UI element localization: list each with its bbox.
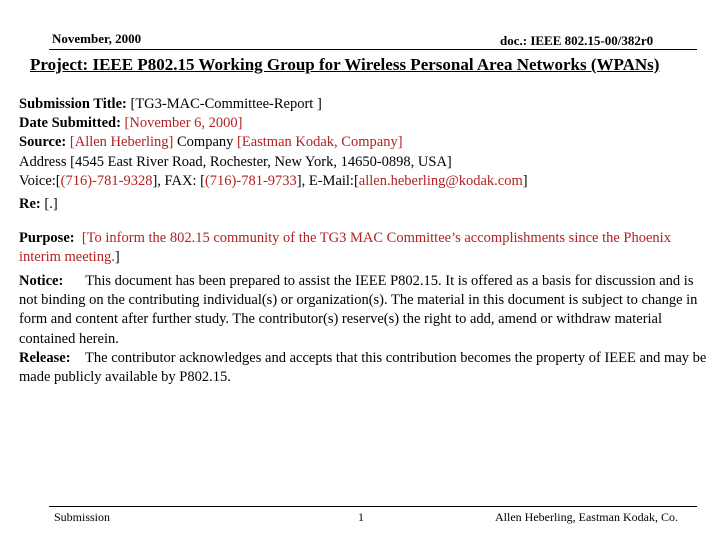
source-company: [Eastman Kodak, Company] (237, 134, 403, 151)
notice-label: Notice: (19, 273, 64, 289)
purpose-block (19, 229, 714, 267)
notice-text: This document has been prepared to assist the IEEE P802.15. It is offered as a basis for discussion and is not binding on the contributing individual(s) or organization(s). The material in this document is subject to change in form and content after further study. The contributor(s) reserve(s) the right to add, amend or withdraw material contained herein. (19, 273, 698, 347)
footer-divider (49, 506, 697, 507)
notice-block (19, 272, 714, 387)
purpose-close: ] (114, 249, 120, 266)
source-name: [Allen Heberling] (69, 134, 174, 151)
voice-label: Voice:[ (19, 172, 61, 189)
date-submitted-value: [November 6, 2000] (124, 115, 243, 132)
contact-line (19, 172, 714, 191)
purpose-value: [To inform the 802.15 community of the TG3 MAC Committee’s accomplishments since the Phoenix interim meeting. (19, 230, 671, 266)
footer-page-number: 1 (358, 510, 364, 524)
header-divider (49, 49, 697, 50)
fax-label: ], FAX: [ (152, 172, 205, 189)
notice-paragraph (19, 272, 714, 349)
email-label: ], E-Mail:[ (296, 172, 359, 189)
date-submitted-line (19, 114, 714, 133)
release-paragraph (19, 349, 714, 387)
re-line (19, 195, 714, 214)
release-label: Release: (19, 349, 71, 366)
submission-title-label: Submission Title: (19, 96, 127, 112)
submission-title-line (19, 95, 714, 114)
release-text: The contributor acknowledges and accepts that this contribution becomes the property of IEEE and may be made publicly available by P802.15. (19, 349, 707, 386)
footer-submission: Submission (54, 510, 111, 524)
source-line (19, 133, 714, 152)
header-date: November, 2000 (52, 31, 142, 46)
submission-block (19, 95, 714, 191)
email-value: allen.heberling@kodak.com (358, 172, 523, 189)
source-company-word: Company (177, 134, 234, 151)
email-close: ] (522, 172, 528, 189)
header-doc-id: doc.: IEEE 802.15-00/382r0 (500, 33, 654, 48)
purpose-label: Purpose: (19, 230, 75, 246)
address-line: Address [4545 East River Road, Rochester, New York, 14650-0898, USA] (19, 153, 452, 170)
source-label: Source: (19, 134, 67, 151)
footer-author: Allen Heberling, Eastman Kodak, Co. (495, 510, 678, 524)
re-value: [.] (44, 196, 58, 212)
date-submitted-label: Date Submitted: (19, 115, 121, 132)
submission-title-value: [TG3-MAC-Committee-Report ] (130, 96, 322, 112)
fax-value: (716)-781-9733 (204, 172, 297, 189)
project-title: Project: IEEE P802.15 Working Group for Wireless Personal Area Networks (WPANs) (30, 55, 660, 74)
voice-value: (716)-781-9328 (60, 172, 153, 189)
re-label: Re: (19, 196, 41, 212)
